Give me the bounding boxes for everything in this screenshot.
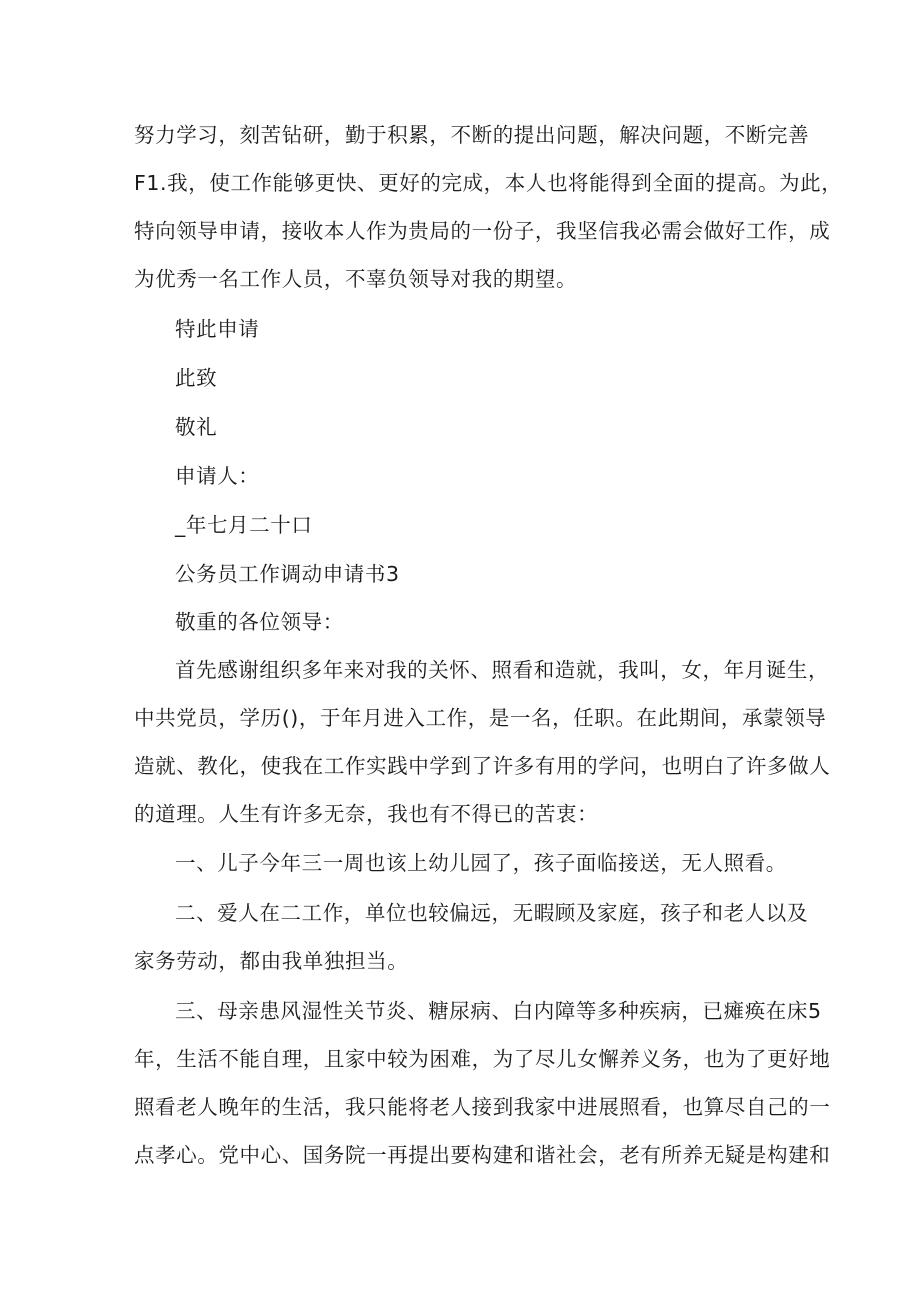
list-item: 三、母亲患风湿性关节炎、糖尿病、白内障等多种疾病，已瘫痪在床5 (175, 999, 822, 1023)
paragraph-line: 首先感谢组织多年来对我的关怀、照看和造就，我叫，女，年月诞生， (175, 658, 830, 682)
date-line: _年七月二十口 (175, 513, 313, 537)
paragraph-line: 年，生活不能自理，且家中较为困难，为了尽儿女懈养义务，也为了更好地 (134, 1047, 831, 1071)
closing-salutation: 此致 (175, 366, 218, 390)
section-title: 公务员工作调动申请书3 (175, 562, 400, 586)
paragraph-line: 照看老人晚年的生活，我只能将老人接到我家中进展照看，也算尽自己的一 (134, 1095, 831, 1119)
greeting: 敬重的各位领导： (175, 610, 344, 634)
list-item: 一、儿子今年三一周也该上幼儿园了，孩子面临接送，无人照看。 (175, 851, 787, 875)
closing-phrase: 特此申请 (175, 317, 260, 341)
paragraph-line: 的道理。人生有许多无奈，我也有不得已的苦衷： (134, 802, 599, 826)
paragraph-line: 为优秀一名工作人员，不辜负领导对我的期望。 (134, 267, 578, 291)
paragraph-line: 家务劳动，都由我单独担当。 (134, 949, 409, 973)
paragraph-line: 中共党员，学历()，于年月进入工作，是一名，任职。在此期间，承蒙领导 (134, 706, 827, 730)
paragraph-line: F1.我，使工作能够更快、更好的完成，本人也将能得到全面的提高。为此， (134, 171, 843, 195)
closing-regards: 敬礼 (175, 415, 218, 439)
paragraph-line: 点孝心。党中心、国务院一再提出要构建和谐社会，老有所养无疑是构建和 (134, 1143, 831, 1167)
paragraph-line: 特向领导申请，接收本人作为贵局的一份子，我坚信我必需会做好工作，成 (134, 219, 831, 243)
list-item: 二、爱人在二工作，单位也较偏远，无暇顾及家庭，孩子和老人以及 (175, 901, 808, 925)
paragraph-line: 努力学习，刻苦钻研，勤于积累，不断的提出问题，解决问题，不断完善 (134, 123, 810, 147)
applicant-label: 申请人： (175, 464, 260, 488)
paragraph-line: 造就、教化，使我在工作实践中学到了许多有用的学问，也明白了许多做人 (134, 754, 831, 778)
